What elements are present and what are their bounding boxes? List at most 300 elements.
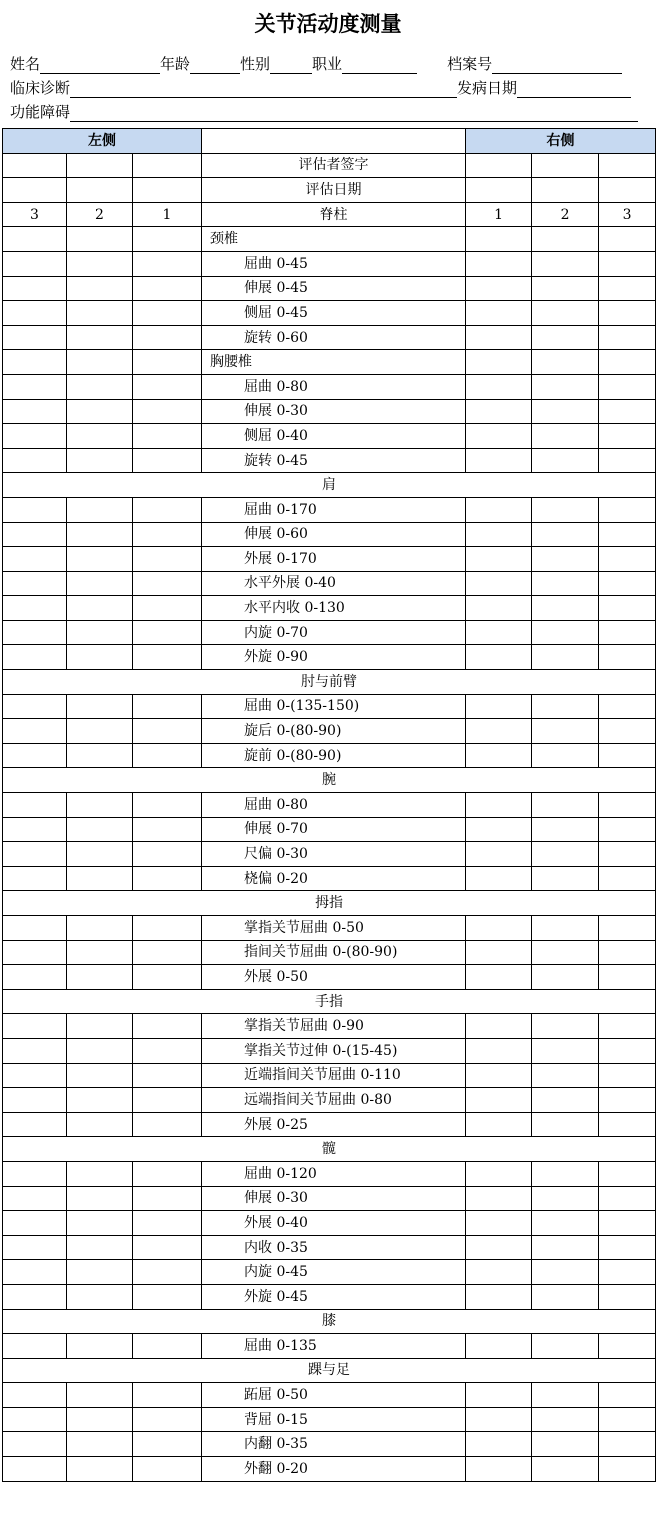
- rom-entry-cell[interactable]: [466, 1284, 532, 1309]
- rom-entry-cell[interactable]: [532, 448, 599, 473]
- rom-entry-cell[interactable]: [466, 743, 532, 768]
- rom-entry-cell[interactable]: [599, 1038, 656, 1063]
- rom-entry-cell[interactable]: [67, 1014, 133, 1039]
- rom-entry-cell[interactable]: [466, 374, 532, 399]
- rom-entry-cell[interactable]: [599, 325, 656, 350]
- file-no-field[interactable]: [492, 56, 622, 74]
- rom-entry-cell[interactable]: [3, 1235, 67, 1260]
- rom-entry-cell[interactable]: [532, 424, 599, 449]
- rom-entry-cell[interactable]: [3, 571, 67, 596]
- rom-entry-cell[interactable]: [67, 793, 133, 818]
- rom-entry-cell[interactable]: [3, 965, 67, 990]
- rom-entry-cell[interactable]: [532, 325, 599, 350]
- rom-entry-cell[interactable]: [532, 350, 599, 375]
- rom-entry-cell[interactable]: [3, 916, 67, 941]
- table-row: [3, 842, 656, 867]
- rom-table: [2, 128, 656, 1482]
- rom-entry-cell[interactable]: [67, 497, 133, 522]
- rom-entry-cell[interactable]: [466, 522, 532, 547]
- rom-entry-cell[interactable]: [466, 1334, 532, 1359]
- rom-entry-cell[interactable]: [67, 866, 133, 891]
- movement-item: 桡偏 0-20: [202, 866, 466, 891]
- table-row: [3, 645, 656, 670]
- rom-entry-cell[interactable]: [67, 424, 133, 449]
- rom-entry-cell[interactable]: [133, 1407, 202, 1432]
- rom-entry-cell[interactable]: [599, 719, 656, 744]
- rom-entry-cell[interactable]: [133, 424, 202, 449]
- rom-entry-cell[interactable]: [599, 424, 656, 449]
- rom-entry-cell[interactable]: [133, 596, 202, 621]
- rom-entry-cell[interactable]: [599, 350, 656, 375]
- rom-entry-cell[interactable]: [3, 1161, 67, 1186]
- rom-entry-cell[interactable]: [133, 916, 202, 941]
- diagnosis-label: 临床诊断: [10, 79, 71, 97]
- table-row: [3, 1334, 656, 1359]
- rom-entry-cell[interactable]: [466, 350, 532, 375]
- rom-entry-cell[interactable]: [532, 1014, 599, 1039]
- rom-entry-cell[interactable]: [466, 1063, 532, 1088]
- table-row: [3, 1063, 656, 1088]
- rom-entry-cell[interactable]: [599, 497, 656, 522]
- rom-entry-cell[interactable]: [532, 1186, 599, 1211]
- rom-entry-cell[interactable]: [599, 276, 656, 301]
- rom-entry-cell[interactable]: [133, 547, 202, 572]
- rom-entry-cell[interactable]: [466, 719, 532, 744]
- rom-entry-cell[interactable]: [599, 448, 656, 473]
- movement-item: 伸展 0-30: [202, 1186, 466, 1211]
- rom-entry-cell[interactable]: [3, 620, 67, 645]
- rom-entry-cell[interactable]: [133, 1235, 202, 1260]
- rom-entry-cell[interactable]: [67, 1161, 133, 1186]
- rom-entry-cell[interactable]: [3, 1038, 67, 1063]
- rom-entry-cell[interactable]: [67, 1038, 133, 1063]
- rom-entry-cell[interactable]: [133, 522, 202, 547]
- diagnosis-field[interactable]: [70, 80, 457, 98]
- rom-entry-cell[interactable]: [466, 1432, 532, 1457]
- movement-item: 掌指关节屈曲 0-50: [202, 916, 466, 941]
- rom-entry-cell[interactable]: [599, 547, 656, 572]
- rom-entry-cell[interactable]: [466, 1088, 532, 1113]
- rom-entry-cell[interactable]: [133, 965, 202, 990]
- rom-entry-cell[interactable]: [133, 793, 202, 818]
- rom-entry-cell[interactable]: [599, 842, 656, 867]
- rom-entry-cell[interactable]: [466, 325, 532, 350]
- rom-entry-cell[interactable]: [3, 817, 67, 842]
- rom-entry-cell[interactable]: [599, 1063, 656, 1088]
- rom-entry-cell[interactable]: [466, 965, 532, 990]
- movement-item: 屈曲 0-80: [202, 374, 466, 399]
- rom-entry-cell[interactable]: [67, 694, 133, 719]
- rom-entry-cell[interactable]: [133, 227, 202, 252]
- rom-entry-cell[interactable]: [3, 1383, 67, 1408]
- rom-entry-cell[interactable]: [466, 842, 532, 867]
- rom-entry-cell[interactable]: [133, 1432, 202, 1457]
- rom-entry-cell[interactable]: [133, 571, 202, 596]
- rom-entry-cell[interactable]: [532, 1088, 599, 1113]
- rom-entry-cell[interactable]: [532, 522, 599, 547]
- rom-entry-cell[interactable]: [67, 1063, 133, 1088]
- file-no-label: 档案号: [447, 55, 493, 73]
- rom-entry-cell[interactable]: [599, 1334, 656, 1359]
- rom-entry-cell[interactable]: [3, 1211, 67, 1236]
- rom-entry-cell[interactable]: [3, 399, 67, 424]
- rom-entry-cell[interactable]: [466, 1407, 532, 1432]
- rom-entry-cell[interactable]: [3, 1088, 67, 1113]
- rom-entry-cell[interactable]: [532, 276, 599, 301]
- rom-entry-cell[interactable]: [133, 842, 202, 867]
- rom-entry-cell[interactable]: [3, 227, 67, 252]
- rom-entry-cell[interactable]: [133, 719, 202, 744]
- info-row-1: [10, 52, 622, 74]
- rom-entry-cell[interactable]: [3, 448, 67, 473]
- rom-entry-cell[interactable]: [133, 866, 202, 891]
- gender-field[interactable]: [270, 56, 312, 74]
- rom-entry-cell[interactable]: [532, 916, 599, 941]
- rom-entry-cell[interactable]: [599, 1235, 656, 1260]
- rom-entry-cell[interactable]: [67, 399, 133, 424]
- rom-entry-cell[interactable]: [599, 1112, 656, 1137]
- rom-entry-cell[interactable]: [532, 1112, 599, 1137]
- rom-entry-cell[interactable]: [599, 301, 656, 326]
- rom-entry-cell[interactable]: [466, 301, 532, 326]
- rom-entry-cell[interactable]: [3, 743, 67, 768]
- rom-entry-cell[interactable]: [599, 965, 656, 990]
- movement-item: 屈曲 0-45: [202, 251, 466, 276]
- rom-entry-cell[interactable]: [133, 497, 202, 522]
- movement-item: 外展 0-50: [202, 965, 466, 990]
- rom-entry-cell[interactable]: [599, 1186, 656, 1211]
- rom-entry-cell[interactable]: [532, 1284, 599, 1309]
- rom-entry-cell[interactable]: [67, 940, 133, 965]
- rom-entry-cell[interactable]: [133, 1088, 202, 1113]
- rom-entry-cell[interactable]: [466, 1235, 532, 1260]
- rom-entry-cell[interactable]: [3, 251, 67, 276]
- rom-entry-cell[interactable]: [133, 1334, 202, 1359]
- rom-entry-cell[interactable]: [532, 965, 599, 990]
- rom-entry-cell[interactable]: [532, 694, 599, 719]
- rom-entry-cell[interactable]: [133, 448, 202, 473]
- section-title: 膝: [3, 1309, 656, 1334]
- rom-entry-cell[interactable]: [532, 842, 599, 867]
- rom-entry-cell[interactable]: [599, 1161, 656, 1186]
- rom-entry-cell[interactable]: [3, 374, 67, 399]
- rom-entry-cell[interactable]: [67, 301, 133, 326]
- rom-entry-cell[interactable]: [599, 251, 656, 276]
- rom-entry-cell[interactable]: [532, 1457, 599, 1482]
- rom-entry-cell[interactable]: [67, 1211, 133, 1236]
- rom-entry-cell[interactable]: [466, 276, 532, 301]
- rom-entry-cell[interactable]: [133, 1383, 202, 1408]
- rom-entry-cell[interactable]: [67, 1088, 133, 1113]
- rom-entry-cell[interactable]: [133, 1161, 202, 1186]
- rom-entry-cell[interactable]: [3, 1457, 67, 1482]
- rom-entry-cell[interactable]: [599, 596, 656, 621]
- rom-entry-cell[interactable]: [532, 251, 599, 276]
- rom-entry-cell[interactable]: [3, 940, 67, 965]
- rom-entry-cell[interactable]: [532, 547, 599, 572]
- rom-entry-cell[interactable]: [466, 1383, 532, 1408]
- rom-entry-cell[interactable]: [532, 374, 599, 399]
- rom-entry-cell[interactable]: [532, 1383, 599, 1408]
- rom-entry-cell[interactable]: [532, 1260, 599, 1285]
- movement-item: 外展 0-170: [202, 547, 466, 572]
- rom-entry-cell[interactable]: [599, 1457, 656, 1482]
- rom-entry-cell[interactable]: [466, 1260, 532, 1285]
- rom-entry-cell[interactable]: [532, 1211, 599, 1236]
- rom-entry-cell[interactable]: [599, 1211, 656, 1236]
- rom-entry-cell[interactable]: [3, 1112, 67, 1137]
- rom-entry-cell[interactable]: [67, 1383, 133, 1408]
- rom-entry-cell[interactable]: [133, 1211, 202, 1236]
- age-field[interactable]: [190, 56, 240, 74]
- movement-item: 外展 0-25: [202, 1112, 466, 1137]
- rom-entry-cell[interactable]: [3, 719, 67, 744]
- rom-entry-cell[interactable]: [67, 596, 133, 621]
- movement-item: 屈曲 0-120: [202, 1161, 466, 1186]
- rom-entry-cell[interactable]: [466, 251, 532, 276]
- rom-entry-cell[interactable]: [3, 547, 67, 572]
- age-label: 年龄: [160, 55, 191, 73]
- rom-entry-cell[interactable]: [67, 1334, 133, 1359]
- rom-entry-cell[interactable]: [466, 448, 532, 473]
- rom-entry-cell[interactable]: [466, 1014, 532, 1039]
- rom-entry-cell[interactable]: [532, 571, 599, 596]
- section-title: 髋: [3, 1137, 656, 1162]
- rom-entry-cell[interactable]: [599, 1014, 656, 1039]
- rom-entry-cell[interactable]: [466, 1211, 532, 1236]
- rom-entry-cell[interactable]: [532, 866, 599, 891]
- rom-entry-cell[interactable]: [67, 276, 133, 301]
- rom-entry-cell[interactable]: [599, 916, 656, 941]
- rom-entry-cell[interactable]: [599, 1088, 656, 1113]
- rom-entry-cell[interactable]: [532, 497, 599, 522]
- rom-entry-cell[interactable]: [67, 325, 133, 350]
- rom-entry-cell[interactable]: [133, 1014, 202, 1039]
- rom-entry-cell[interactable]: [466, 817, 532, 842]
- rom-entry-cell[interactable]: [67, 1432, 133, 1457]
- rom-entry-cell[interactable]: [67, 350, 133, 375]
- rom-entry-cell[interactable]: [599, 793, 656, 818]
- rom-entry-cell[interactable]: [532, 227, 599, 252]
- rom-entry-cell[interactable]: [532, 1407, 599, 1432]
- rom-entry-cell[interactable]: [67, 620, 133, 645]
- rom-entry-cell[interactable]: [67, 645, 133, 670]
- rom-entry-cell[interactable]: [599, 743, 656, 768]
- column-number-row: [3, 202, 656, 227]
- rom-entry-cell[interactable]: [133, 374, 202, 399]
- rom-entry-cell[interactable]: [599, 940, 656, 965]
- rom-entry-cell[interactable]: [3, 596, 67, 621]
- rom-entry-cell[interactable]: [532, 1063, 599, 1088]
- rom-entry-cell[interactable]: [599, 522, 656, 547]
- rom-entry-cell[interactable]: [133, 276, 202, 301]
- rom-entry-cell[interactable]: [3, 276, 67, 301]
- rom-entry-cell[interactable]: [532, 793, 599, 818]
- rom-entry-cell[interactable]: [466, 497, 532, 522]
- rom-entry-cell[interactable]: [532, 1432, 599, 1457]
- rom-entry-cell[interactable]: [3, 1334, 67, 1359]
- rom-entry-cell[interactable]: [599, 1260, 656, 1285]
- rom-entry-cell[interactable]: [67, 965, 133, 990]
- rom-entry-cell[interactable]: [67, 842, 133, 867]
- rom-entry-cell[interactable]: [3, 793, 67, 818]
- rom-entry-cell[interactable]: [532, 620, 599, 645]
- rom-entry-cell[interactable]: [133, 1457, 202, 1482]
- rom-entry-cell[interactable]: [532, 1038, 599, 1063]
- rom-entry-cell[interactable]: [532, 1161, 599, 1186]
- rom-entry-cell[interactable]: [67, 522, 133, 547]
- rom-entry-cell[interactable]: [466, 547, 532, 572]
- rom-entry-cell[interactable]: [133, 301, 202, 326]
- rom-entry-cell[interactable]: [3, 1284, 67, 1309]
- rom-entry-cell[interactable]: [67, 743, 133, 768]
- rom-entry-cell[interactable]: [133, 251, 202, 276]
- rom-entry-cell[interactable]: [532, 940, 599, 965]
- rom-entry-cell[interactable]: [133, 1186, 202, 1211]
- rom-entry-cell[interactable]: [532, 399, 599, 424]
- rom-entry-cell[interactable]: [67, 1112, 133, 1137]
- table-row: [3, 1014, 656, 1039]
- rom-entry-cell[interactable]: [3, 301, 67, 326]
- rom-entry-cell[interactable]: [466, 916, 532, 941]
- rom-entry-cell[interactable]: [599, 620, 656, 645]
- rom-entry-cell[interactable]: [532, 817, 599, 842]
- rom-entry-cell[interactable]: [133, 1260, 202, 1285]
- rom-entry-cell[interactable]: [599, 817, 656, 842]
- rom-entry-cell[interactable]: [466, 1186, 532, 1211]
- rom-entry-cell[interactable]: [133, 1284, 202, 1309]
- rom-entry-cell[interactable]: [67, 1284, 133, 1309]
- rom-entry-cell[interactable]: [599, 1432, 656, 1457]
- rom-entry-cell[interactable]: [133, 1063, 202, 1088]
- rom-entry-cell[interactable]: [532, 743, 599, 768]
- rom-entry-cell[interactable]: [133, 325, 202, 350]
- rom-entry-cell[interactable]: [3, 1186, 67, 1211]
- rom-entry-cell[interactable]: [67, 1235, 133, 1260]
- rom-entry-cell[interactable]: [67, 251, 133, 276]
- table-row: [3, 866, 656, 891]
- rom-entry-cell[interactable]: [67, 817, 133, 842]
- name-field[interactable]: [40, 56, 160, 74]
- rom-entry-cell[interactable]: [67, 547, 133, 572]
- rom-entry-cell[interactable]: [133, 694, 202, 719]
- rom-entry-cell[interactable]: [466, 620, 532, 645]
- rom-entry-cell[interactable]: [532, 1235, 599, 1260]
- rom-entry-cell[interactable]: [599, 1383, 656, 1408]
- rom-entry-cell[interactable]: [3, 1432, 67, 1457]
- rom-entry-cell[interactable]: [599, 645, 656, 670]
- rom-entry-cell[interactable]: [466, 1038, 532, 1063]
- rom-entry-cell[interactable]: [3, 424, 67, 449]
- disability-field[interactable]: [70, 104, 638, 122]
- rom-entry-cell[interactable]: [532, 1334, 599, 1359]
- table-row: [3, 596, 656, 621]
- rom-entry-cell[interactable]: [67, 916, 133, 941]
- rom-entry-cell[interactable]: [67, 1186, 133, 1211]
- rom-entry-cell[interactable]: [3, 645, 67, 670]
- rom-entry-cell[interactable]: [466, 227, 532, 252]
- rom-entry-cell[interactable]: [133, 817, 202, 842]
- rom-entry-cell[interactable]: [466, 694, 532, 719]
- rom-entry-cell[interactable]: [466, 424, 532, 449]
- table-row: [3, 719, 656, 744]
- rom-entry-cell[interactable]: [599, 571, 656, 596]
- rom-entry-cell[interactable]: [133, 645, 202, 670]
- rom-entry-cell[interactable]: [466, 793, 532, 818]
- rom-entry-cell[interactable]: [3, 866, 67, 891]
- rom-entry-cell[interactable]: [67, 1457, 133, 1482]
- rom-entry-cell[interactable]: [3, 325, 67, 350]
- section-header-row: [3, 670, 656, 695]
- rom-entry-cell[interactable]: [133, 620, 202, 645]
- table-row: [3, 1457, 656, 1482]
- rom-entry-cell[interactable]: [466, 1457, 532, 1482]
- onset-date-field[interactable]: [517, 80, 631, 98]
- rom-entry-cell[interactable]: [532, 301, 599, 326]
- rom-entry-cell[interactable]: [3, 497, 67, 522]
- rom-entry-cell[interactable]: [466, 1112, 532, 1137]
- rom-entry-cell[interactable]: [133, 399, 202, 424]
- rom-entry-cell[interactable]: [133, 1112, 202, 1137]
- rom-entry-cell[interactable]: [466, 596, 532, 621]
- table-row: [3, 571, 656, 596]
- rom-entry-cell[interactable]: [532, 719, 599, 744]
- movement-item: 伸展 0-45: [202, 276, 466, 301]
- rom-entry-cell[interactable]: [3, 1407, 67, 1432]
- table-row: [3, 350, 656, 375]
- rom-entry-cell[interactable]: [466, 399, 532, 424]
- rom-entry-cell[interactable]: [3, 1260, 67, 1285]
- rom-entry-cell[interactable]: [599, 866, 656, 891]
- job-field[interactable]: [342, 56, 417, 74]
- rom-entry-cell[interactable]: [532, 645, 599, 670]
- rom-entry-cell[interactable]: [3, 1063, 67, 1088]
- rom-entry-cell[interactable]: [599, 1407, 656, 1432]
- rom-entry-cell[interactable]: [133, 1038, 202, 1063]
- movement-item: 伸展 0-60: [202, 522, 466, 547]
- rom-entry-cell[interactable]: [3, 1014, 67, 1039]
- rom-entry-cell[interactable]: [599, 399, 656, 424]
- rom-entry-cell[interactable]: [67, 1260, 133, 1285]
- rom-entry-cell[interactable]: [3, 350, 67, 375]
- rom-entry-cell[interactable]: [67, 571, 133, 596]
- rom-entry-cell[interactable]: [67, 227, 133, 252]
- table-row: [3, 424, 656, 449]
- rom-entry-cell[interactable]: [466, 940, 532, 965]
- rom-entry-cell[interactable]: [133, 940, 202, 965]
- rom-entry-cell[interactable]: [67, 374, 133, 399]
- rom-entry-cell[interactable]: [67, 1407, 133, 1432]
- rom-entry-cell[interactable]: [67, 448, 133, 473]
- rom-entry-cell[interactable]: [3, 842, 67, 867]
- rom-entry-cell[interactable]: [599, 374, 656, 399]
- rom-entry-cell[interactable]: [599, 227, 656, 252]
- rom-entry-cell[interactable]: [466, 571, 532, 596]
- rom-entry-cell[interactable]: [466, 866, 532, 891]
- rom-entry-cell[interactable]: [532, 596, 599, 621]
- rom-entry-cell[interactable]: [3, 522, 67, 547]
- rom-entry-cell[interactable]: [466, 645, 532, 670]
- movement-item: 内翻 0-35: [202, 1432, 466, 1457]
- rom-entry-cell[interactable]: [466, 1161, 532, 1186]
- rom-entry-cell[interactable]: [133, 743, 202, 768]
- rom-entry-cell[interactable]: [133, 350, 202, 375]
- movement-item: 屈曲 0-170: [202, 497, 466, 522]
- rom-entry-cell[interactable]: [599, 694, 656, 719]
- rom-entry-cell[interactable]: [3, 694, 67, 719]
- rom-entry-cell[interactable]: [67, 719, 133, 744]
- rom-entry-cell[interactable]: [599, 1284, 656, 1309]
